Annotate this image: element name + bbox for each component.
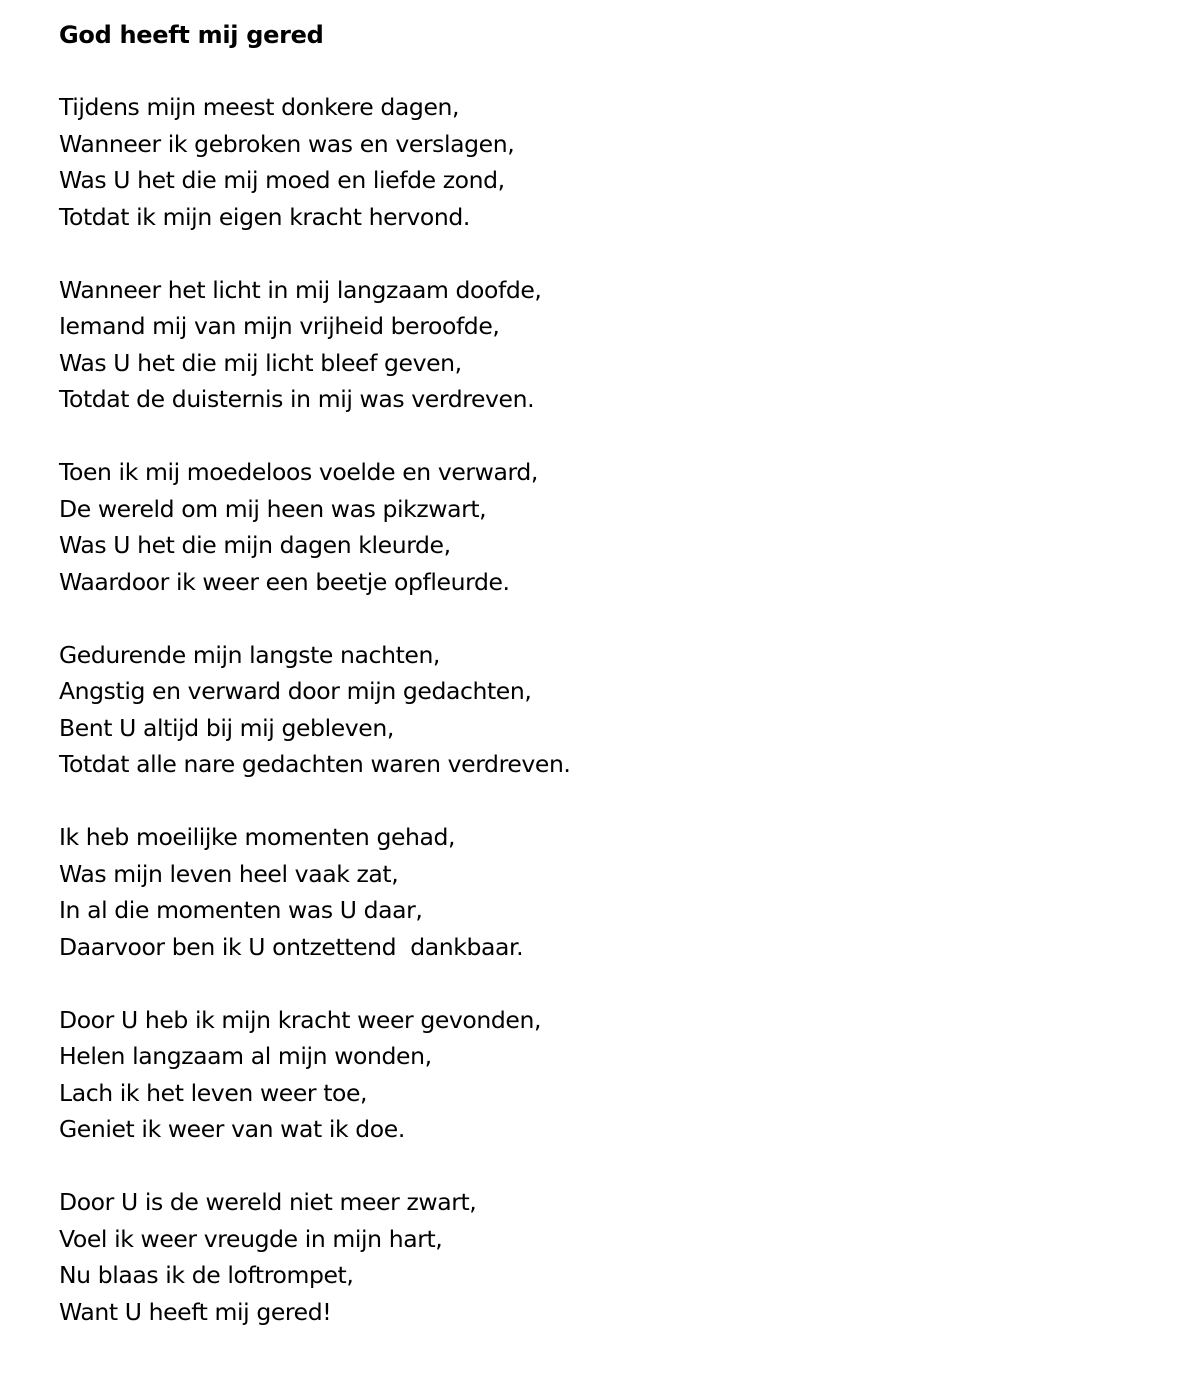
stanza-3 <box>59 454 1159 600</box>
poem-line: Totdat de duisternis in mij was verdreven. <box>59 385 535 413</box>
poem-line: Wanneer het licht in mij langzaam doofde, <box>59 275 542 304</box>
poem-line: Door U is de wereld niet meer zwart, <box>59 1188 477 1216</box>
poem-line: Was U het die mij licht bleef geven, <box>59 348 462 377</box>
poem-line: In al die momenten was U daar, <box>59 896 423 924</box>
poem-line: Voel ik weer vreugde in mijn hart, <box>59 1224 443 1253</box>
stanza-1 <box>59 89 1159 235</box>
stanza-2 <box>59 272 1159 418</box>
document-page <box>59 17 1159 1367</box>
poem-line: Gedurende mijn langste nachten, <box>59 640 441 669</box>
poem-line: De wereld om mij heen was pikzwart, <box>59 494 487 523</box>
poem-line: Totdat alle nare gedachten waren verdreven. <box>59 750 571 778</box>
stanza-7 <box>59 1184 1159 1330</box>
poem-line: Daarvoor ben ik U ontzettend dankbaar. <box>59 932 524 961</box>
poem-line: Want U heeft mij gered! <box>59 1297 332 1326</box>
poem-line: Lach ik het leven weer toe, <box>59 1078 368 1107</box>
poem-line: Tijdens mijn meest donkere dagen, <box>59 93 460 121</box>
poem-line: Angstig en verward door mijn gedachten, <box>59 677 532 705</box>
poem-line: Was mijn leven heel vaak zat, <box>59 859 399 888</box>
poem-line: Iemand mij van mijn vrijheid beroofde, <box>59 312 500 340</box>
poem-line: Bent U altijd bij mij gebleven, <box>59 713 394 742</box>
poem-line: Ik heb moeilijke momenten gehad, <box>59 823 456 851</box>
poem-line: Wanneer ik gebroken was en verslagen, <box>59 129 515 158</box>
poem-line: Was U het die mij moed en liefde zond, <box>59 166 505 194</box>
poem-line: Nu blaas ik de loftrompet, <box>59 1261 354 1289</box>
poem-line: Totdat ik mijn eigen kracht hervond. <box>59 202 470 231</box>
poem-line: Toen ik mij moedeloos voelde en verward, <box>59 458 538 486</box>
poem-line: Door U heb ik mijn kracht weer gevonden, <box>59 1005 542 1034</box>
poem-line: Geniet ik weer van wat ik doe. <box>59 1115 405 1143</box>
stanza-4 <box>59 637 1159 783</box>
stanza-5 <box>59 819 1159 965</box>
stanza-6 <box>59 1002 1159 1148</box>
poem-line: Helen langzaam al mijn wonden, <box>59 1042 432 1070</box>
poem-title: God heeft mij gered <box>59 21 324 49</box>
poem-line: Was U het die mijn dagen kleurde, <box>59 531 451 559</box>
poem-line: Waardoor ik weer een beetje opfleurde. <box>59 567 510 596</box>
